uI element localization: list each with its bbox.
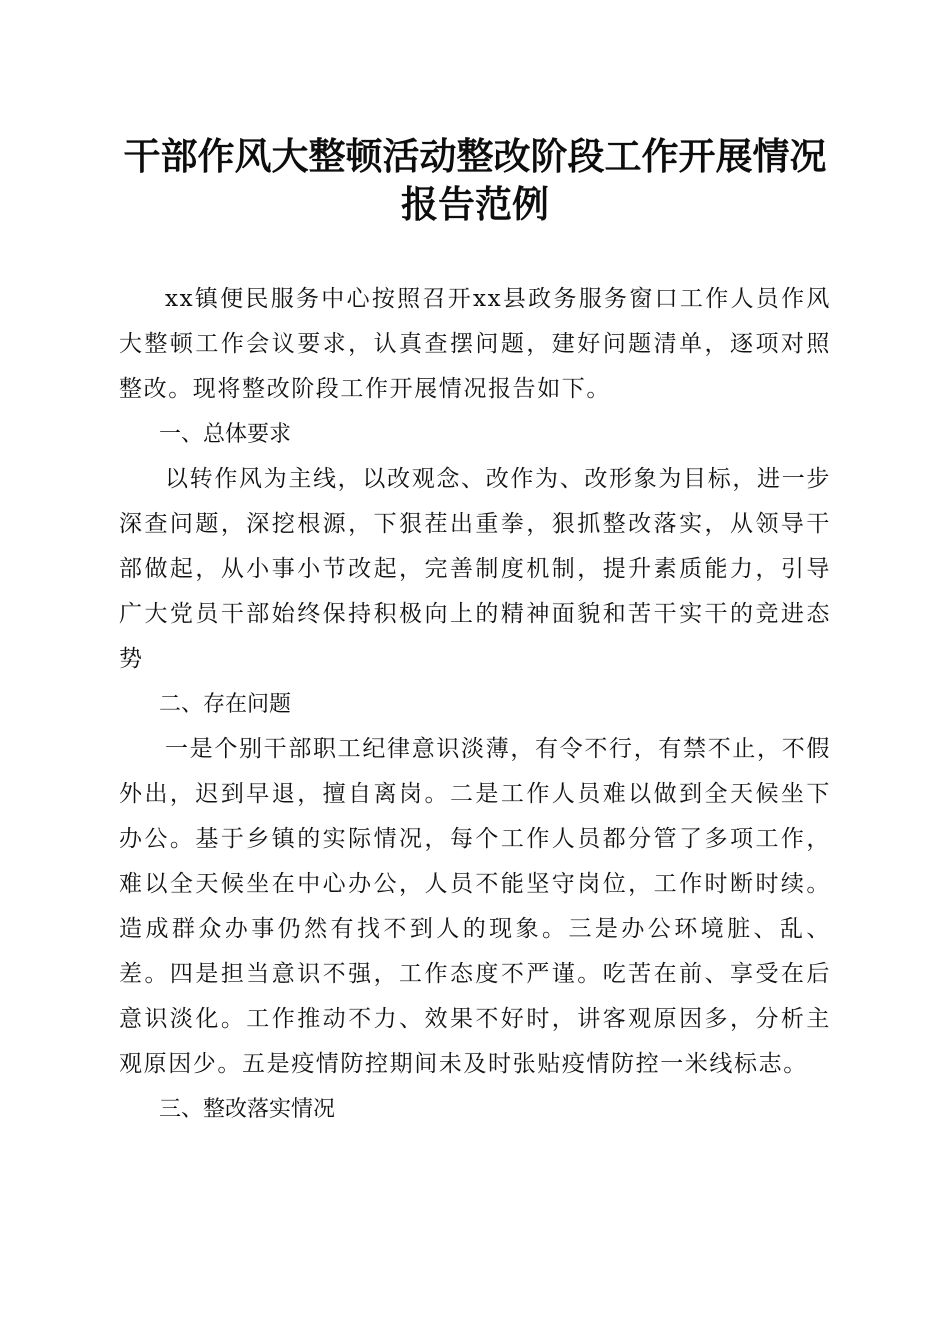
intro-paragraph: xx镇便民服务中心按照召开xx县政务服务窗口工作人员作风大整顿工作会议要求，认真查摆问题，建好问题清单，逐项对照整改。现将整改阶段工作开展情况报告如下。 [119, 286, 831, 402]
section-heading-requirements: 一、总体要求 [159, 422, 292, 447]
document-title: 干部作风大整顿活动整改阶段工作开展情况报告范例 [123, 134, 827, 226]
document-body [119, 277, 831, 1132]
section-heading-problems: 二、存在问题 [159, 692, 292, 717]
section-paragraph-problems: 一是个别干部职工纪律意识淡薄，有令不行，有禁不止，不假外出，迟到早退，擅自离岗。二是工作人员难以做到全天候坐下办公。基于乡镇的实际情况，每个工作人员都分管了多项工作，难以全天候坐在中心办公，人员不能坚守岗位，工作时断时续。造成群众办事仍然有找不到人的现象。三是办公环境脏、乱、差。四是担当意识不强，工作态度不严谨。吃苦在前、享受在后意识淡化。工作推动不力、效果不好时，讲客观原因多，分析主观原因少。五是疫情防控期间未及时张贴疫情防控一米线标志。 [119, 736, 831, 1077]
section-paragraph-requirements: 以转作风为主线，以改观念、改作为、改形象为目标，进一步深查问题，深挖根源，下狠茬出重拳，狠抓整改落实，从领导干部做起，从小事小节改起，完善制度机制，提升素质能力，引导广大党员干部始终保持积极向上的精神面貌和苦干实干的竞进态势 [119, 466, 831, 672]
section-heading-rectification: 三、整改落实情况 [159, 1097, 336, 1122]
